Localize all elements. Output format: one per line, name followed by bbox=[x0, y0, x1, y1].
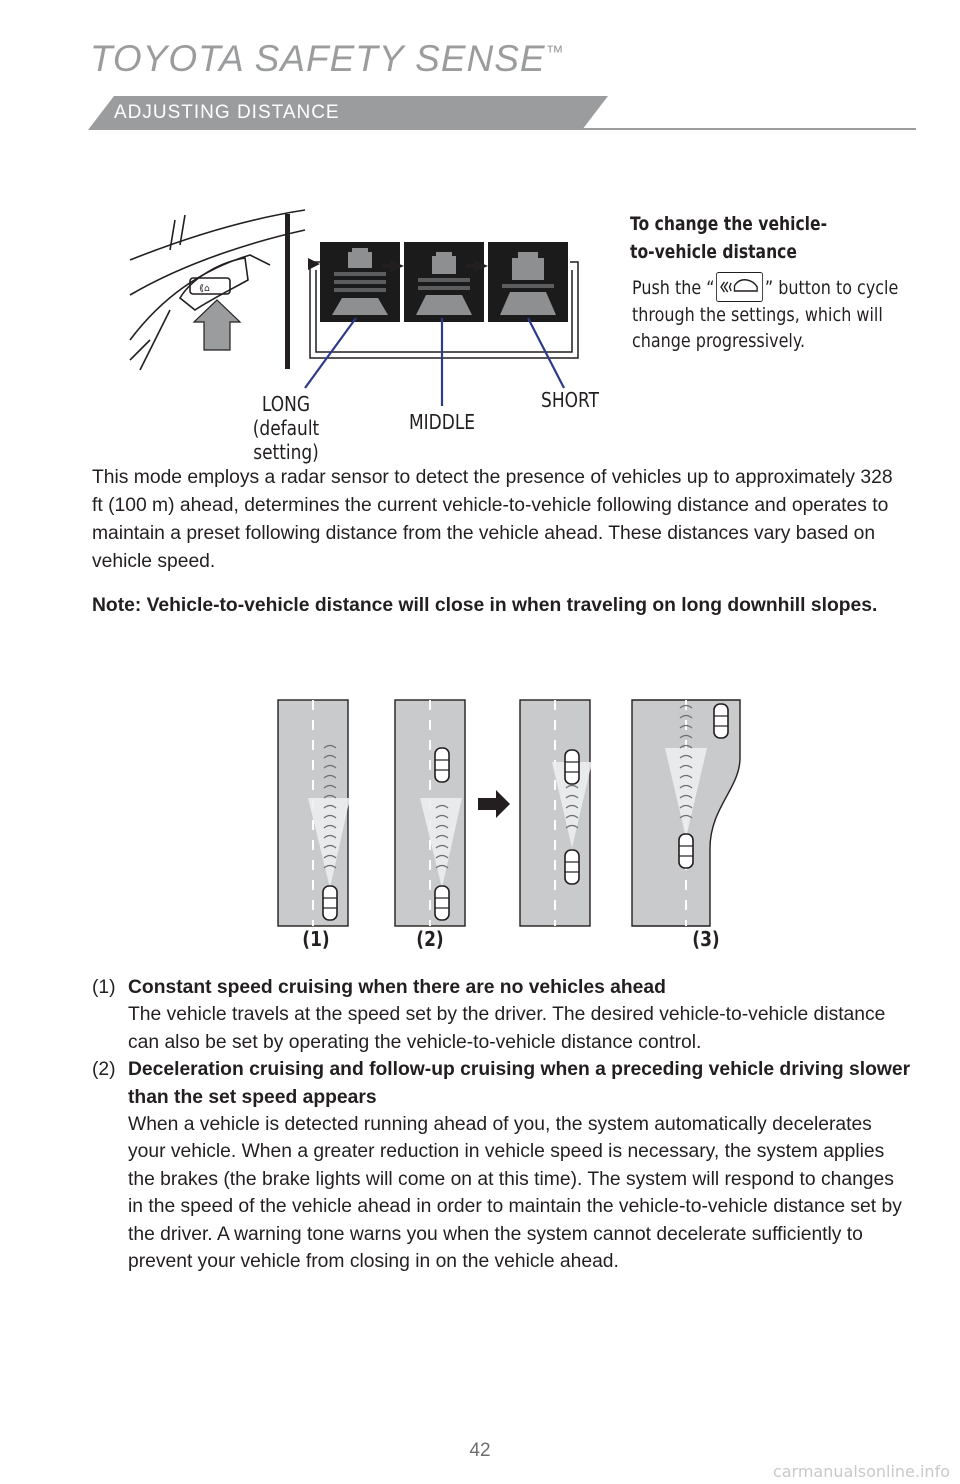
list-item-text: The vehicle travels at the speed set by the driver. The desired vehicle-to-vehicle distance can also be set by operating the vehicle-to-vehicle distance control. bbox=[128, 1004, 886, 1053]
push-arrow-icon bbox=[194, 300, 240, 350]
sidebar-body: Push the “ ” button to cycle through the settings, which will change progressively. bbox=[632, 272, 918, 354]
switch-icon-glyph: ⟪⌂ bbox=[199, 284, 210, 294]
watermark: carmanualsonline.info bbox=[772, 1462, 950, 1481]
section-rule bbox=[560, 128, 916, 130]
list-item-text: When a vehicle is detected running ahead of you, the system automatically decelerates your vehicle. When a greater reduction in vehicle speed is necessary, the system applies the brakes (the brake lights will come on at this time). The system will respond to changes in the speed of the vehicle ahead in order to maintain the vehicle-to-vehicle distance set by the driver. A warning tone warns you when the system cannot decelerate sufficiently to prevent your vehicle from closing in on the vehicle ahead. bbox=[128, 1114, 902, 1273]
section-title: ADJUSTING DISTANCE bbox=[114, 102, 340, 123]
sidebar-heading: To change the vehicle-to-vehicle distance bbox=[630, 213, 828, 263]
distance-button-icon bbox=[716, 272, 763, 302]
road-label-3: (3) bbox=[692, 927, 720, 951]
display-panels bbox=[320, 242, 568, 322]
page-title: TOYOTA SAFETY SENSE™ bbox=[90, 38, 565, 79]
list-item: (1) Constant speed cruising when there are no vehicles ahead The vehicle travels at the speed set by the driver. The desired vehicle-to-vehicle distance can also be set by operating the vehicle-to-vehicle distance control. bbox=[92, 974, 912, 1056]
label-long: LONG (default setting) bbox=[252, 392, 320, 464]
road-label-2: (2) bbox=[416, 927, 444, 951]
note-text: Note: Vehicle-to-vehicle distance will close in when traveling on long downhill slopes. bbox=[92, 595, 878, 616]
mode-list bbox=[92, 974, 912, 1275]
label-middle: MIDDLE bbox=[408, 410, 476, 434]
arrow-right-icon bbox=[478, 790, 510, 818]
list-item: (2) Deceleration cruising and follow-up cruising when a preceding vehicle driving slower than the set speed appears When a vehicle is detected running ahead of you, the system automatically decelerates your vehicle. When a greater reduction in vehicle speed is necessary, the system applies the brakes (the brake lights will come on at this time). The system will respond to changes in the speed of the vehicle ahead in order to maintain the vehicle-to-vehicle distance set by the driver. A warning tone warns you when the system cannot decelerate sufficiently to prevent your vehicle from closing in on the vehicle ahead. bbox=[92, 1056, 912, 1275]
page-number: 42 bbox=[469, 1440, 491, 1461]
list-item-heading: Deceleration cruising and follow-up cruising when a preceding vehicle driving slower than the set speed appears bbox=[128, 1059, 911, 1108]
road-label-1: (1) bbox=[302, 927, 330, 951]
divider-bar bbox=[285, 214, 290, 369]
label-short: SHORT bbox=[541, 388, 599, 412]
list-item-heading: Constant speed cruising when there are no vehicles ahead bbox=[128, 977, 666, 998]
cruising-roads-diagram bbox=[270, 698, 750, 958]
description-paragraph: This mode employs a radar sensor to detect the presence of vehicles up to approximately 328 ft (100 m) ahead, determines the current vehicle-to-vehicle following distance and operates to maintain a preset following distance from the vehicle ahead. These distances vary based on vehicle speed. bbox=[92, 467, 893, 572]
